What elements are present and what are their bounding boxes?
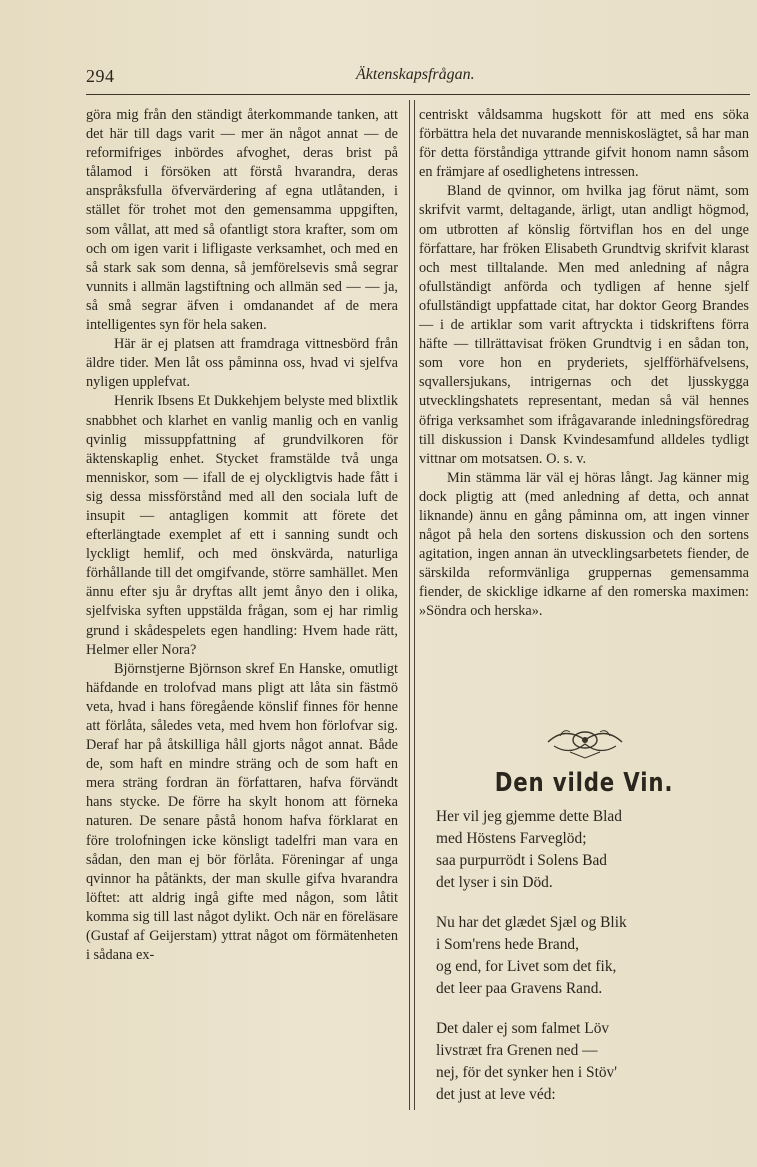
poem-stanza (436, 1018, 746, 1106)
poem-line: med Höstens Farveglöd; (436, 830, 587, 847)
ornament-vignette (540, 720, 630, 760)
paragraph: Björnstjerne Björnson skref En Hanske, omutligt häfdande en trolofvad mans pligt att låta sin fästmö veta, hvad i hans föregående könslif finnes för henne att förlåta, således veta, med hvem hon förlofvar sig. Deraf har på åtskilliga håll gjorts något annat. Både de, som haft en mindre sträng och de som haft en mera sträng fordran än författaren, hafva förvändt hans stycke. De förre ha skylt honom att förneka naturen. De senare påstå honom hafva förklarat en före trolofningen icke könsligt tadelfri man vara en sådan, den man ej bör förlåta. Föreningar af unga qvinnor ha påtänkts, der man skulle gifva hvarandra löftet: att aldrig ingå gifte med någon, som låtit komma sig till last något dylikt. Och när en föreläsare (Gustaf af Geijerstam) yttrat något om förmätenheten i sådana ex- (86, 660, 398, 964)
paragraph: Henrik Ibsens Et Dukkehjem belyste med blixtlik snabbhet och klarhet en vanlig manlig och en vanlig qvinlig missuppfattning af grundvilkoren för äktenskaplig enhet. Stycket framstälde två unga menniskor, som — ifall de ej olyckligtvis hade fått i sig dessa missförstånd med all den sociala luft de insupit — antagligen kommit att förete det efterlängtade exemplet af ett i sanning sundt och lyckligt hemlif, och med önskvärda, naturliga förhållande till det omgifvande, större samhället. Men ännu efter sju år dryftas allt jemt ånyo den i olika, sjelfviska syften uppstälda frågan, som ej har rimlig grund i skådespelets egen handling: Hvem hade rätt, Helmer eller Nora? (86, 393, 398, 658)
poem-line: det just at leve véd: (436, 1086, 556, 1103)
poem-line: Nu har det glædet Sjæl og Blik (436, 914, 627, 931)
paragraph: göra mig från den ständigt återkommande tanken, att det här till dags varit — mer än något annat — de reformifriges inbördes afvoghet, deras brist på tålamod i försöken att förstå hvarandra, deras anspråksfulla öfvervärdering af egna utlåtanden, i stället för trohet mot den gemensamma uppgiften, som vållat, att med så ofantligt stora krafter, som om och om igen varit i lifligaste verksamhet, och med en så stark sak som denna, så jemförelsevis små segrar vunnits i allmän lagstiftning och allmän sed — — ja, så små segrar äfven i omdanandet af de mera intelligentes syn för hela saken. (86, 107, 398, 334)
poem-line: livstræt fra Grenen ned — (436, 1042, 598, 1059)
paragraph: Min stämma lär väl ej höras långt. Jag känner mig dock pligtig att (med anledning af detta, och annat liknande) ännu en gång påminna om, att ingen vinner något på hela den sortens diskussion och den sortens agitation, ingen annan än utvecklingsarbetets fiender, de särskilda reformvänliga gruppernas gemensamma fiender, de skicklige idkarne af den romerska maximen: »Söndra och herska». (419, 469, 749, 620)
poem (436, 806, 746, 1124)
poem-line: det leer paa Gravens Rand. (436, 980, 603, 997)
paragraph: Här är ej platsen att framdraga vittnesbörd från äldre tider. Men låt oss påminna oss, hvad vi sjelfva nyligen upplefvat. (86, 336, 398, 391)
poem-line: nej, för det synker hen i Stöv' (436, 1064, 618, 1081)
right-column (419, 106, 749, 622)
poem-stanza (436, 806, 746, 894)
paragraph: centriskt våldsamma hugskott för att med ens söka förbättra hela det nuvarande menniskoslägtet, så har man för detta förståndiga yttrande gifvit honom namn såsom en främjare af osedlighetens intressen. (419, 107, 749, 181)
poem-line: saa purpurrödt i Solens Bad (436, 852, 607, 869)
poem-stanza (436, 912, 746, 1000)
column-divider (409, 100, 415, 1110)
running-title: Äktenskapsfrågan. (356, 66, 475, 83)
poem-line: Her vil jeg gjemme dette Blad (436, 808, 622, 825)
poem-title: Den vilde Vin. (494, 768, 674, 798)
poem-line: Det daler ej som falmet Löv (436, 1020, 610, 1037)
poem-line: det lyser i sin Död. (436, 874, 553, 891)
poem-line: og end, for Livet som det fik, (436, 958, 617, 975)
paragraph: Bland de qvinnor, om hvilka jag förut nämt, som skrifvit varmt, deltagande, ärligt, utan andligt högmod, om utbrotten af könslig förtviflan hos en del unge författare, har fröken Elisabeth Grundtvig skrifvit klarast och mest tilltalande. Men med anledning af några ofullständigt anförda och tydligen af henne sjelf ofullständigt uppfattade citat, har doktor Georg Brandes — i de artiklar som varit aftryckta i tidskriftens förra häfte — tillrättavisat fröken Grundtvig i en sådan ton, som vore hon en pryderiets, sjelfförhäfvelsens, sqvallersjukans, intrigernas och det ljusskygga utvecklingshatets representant, medan så väl hennes öfriga verksamhet som ifrågavarande inledningsföredrag till diskussion i Dansk Kvindesamfund alldeles tydligt vittnar om motsatsen. O. s. v. (419, 183, 749, 467)
page-number: 294 (86, 66, 115, 86)
poem-line: i Som'rens hede Brand, (436, 936, 579, 953)
header-rule (86, 94, 750, 95)
running-head (86, 66, 682, 90)
left-column (86, 106, 398, 965)
